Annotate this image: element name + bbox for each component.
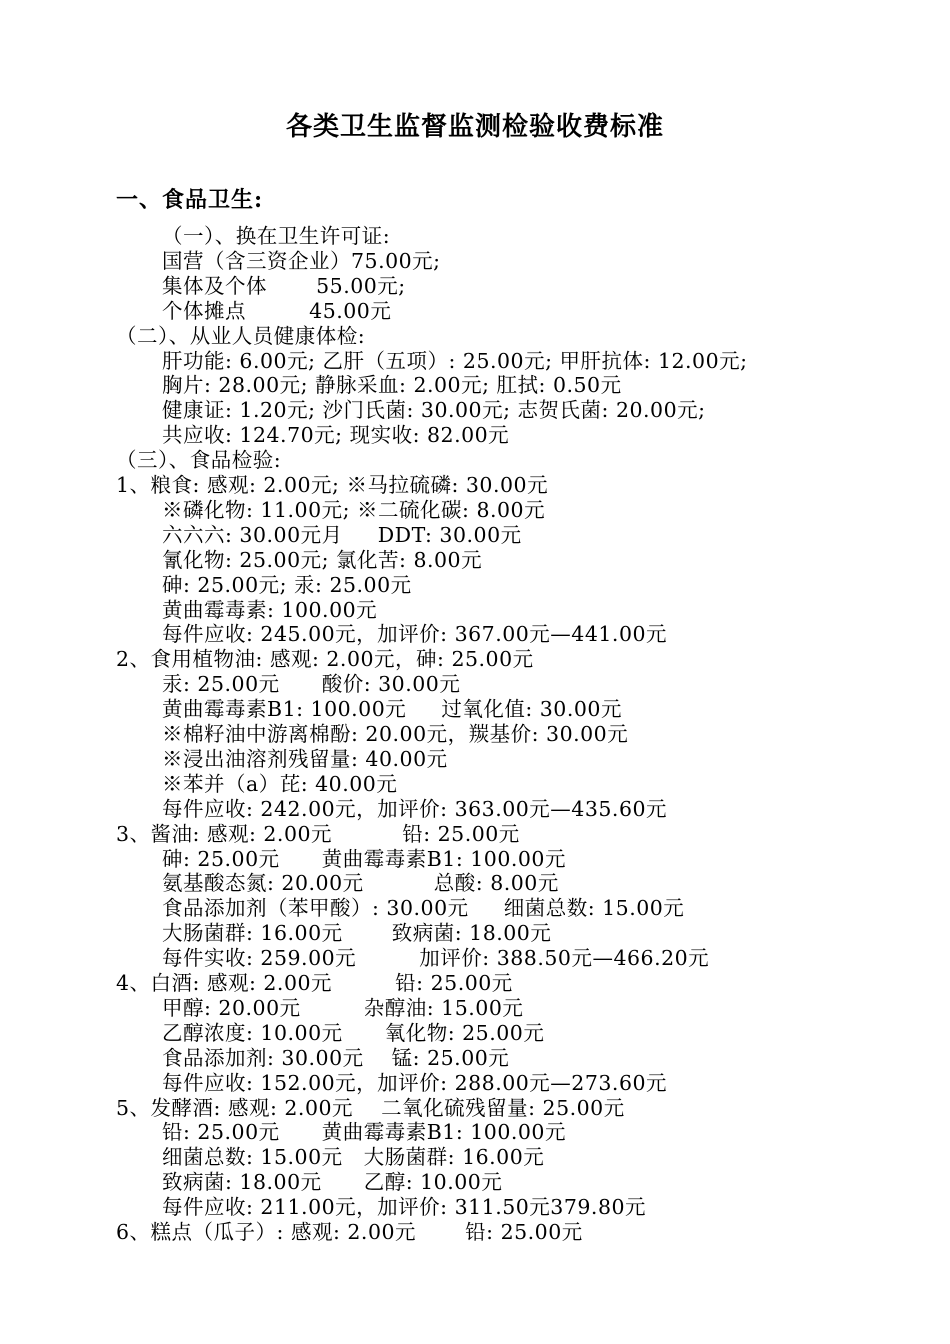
fee-line: 每件应收: 242.00元，加评价: 363.00元—435.60元 <box>162 796 668 821</box>
fee-line: 乙醇浓度: 10.00元 氧化物: 25.00元 <box>162 1020 545 1045</box>
fee-line: 个体摊点 45.00元 <box>162 298 392 323</box>
fee-line: 细菌总数: 15.00元 大肠菌群: 16.00元 <box>162 1145 545 1170</box>
fee-line: 3、酱油: 感观: 2.00元 铅: 25.00元 <box>116 821 520 846</box>
fee-line: 大肠菌群: 16.00元 致病菌: 18.00元 <box>162 921 552 946</box>
fee-line: 甲醇: 20.00元 杂醇油: 15.00元 <box>162 995 524 1020</box>
fee-line: 国营（含三资企业）75.00元; <box>162 248 441 273</box>
fee-line: 5、发酵酒: 感观: 2.00元 二氧化硫残留量: 25.00元 <box>116 1095 625 1120</box>
fee-line: ※苯并（a）芘: 40.00元 <box>162 771 398 796</box>
fee-line: 每件实收: 259.00元 加评价: 388.50元—466.20元 <box>162 946 710 971</box>
fee-line: 黄曲霉毒素: 100.00元 <box>162 597 378 622</box>
fee-line: 食品添加剂: 30.00元 锰: 25.00元 <box>162 1045 510 1070</box>
fee-line: （二）、从业人员健康体检: <box>116 323 366 348</box>
fee-line: 氨基酸态氮: 20.00元 总酸: 8.00元 <box>162 871 559 896</box>
fee-line: 致病菌: 18.00元 乙醇: 10.00元 <box>162 1170 503 1195</box>
fee-line: 胸片: 28.00元; 静脉采血: 2.00元; 肛拭: 0.50元 <box>162 373 622 398</box>
section-heading-food-hygiene: 一、食品卫生: <box>116 187 264 213</box>
fee-line: ※棉籽油中游离棉酚: 20.00元，羰基价: 30.00元 <box>162 722 629 746</box>
fee-line: 六六六: 30.00元月 DDT: 30.00元 <box>162 522 522 547</box>
fee-line: 汞: 25.00元 酸价: 30.00元 <box>162 672 461 697</box>
fee-line: 4、白酒: 感观: 2.00元 铅: 25.00元 <box>116 971 513 995</box>
fee-line: 每件应收: 152.00元，加评价: 288.00元—273.60元 <box>162 1070 668 1095</box>
fee-line: 每件应收: 245.00元，加评价: 367.00元—441.00元 <box>162 622 668 647</box>
fee-line: 砷: 25.00元 黄曲霉毒素B1: 100.00元 <box>162 846 566 871</box>
fee-line: 黄曲霉毒素B1: 100.00元 过氧化值: 30.00元 <box>162 697 622 722</box>
fee-line: ※浸出油溶剂残留量: 40.00元 <box>162 746 448 771</box>
fee-line: 2、食用植物油: 感观: 2.00元，砷: 25.00元 <box>116 647 534 672</box>
fee-line: 肝功能: 6.00元; 乙肝（五项）: 25.00元; 甲肝抗体: 12.00元; <box>162 348 748 373</box>
fee-line: ※磷化物: 11.00元; ※二硫化碳: 8.00元 <box>162 497 546 522</box>
document-title: 各类卫生监督监测检验收费标准 <box>285 112 664 142</box>
fee-line: 集体及个体 55.00元; <box>162 273 406 298</box>
fee-line: 每件应收: 211.00元，加评价: 311.50元379.80元 <box>162 1195 647 1220</box>
fee-line: （三）、食品检验: <box>116 448 282 473</box>
fee-line: 氰化物: 25.00元; 氯化苦: 8.00元 <box>162 547 483 572</box>
fee-line: （一）、换在卫生许可证: <box>162 224 391 248</box>
fee-line: 食品添加剂（苯甲酸）: 30.00元 细菌总数: 15.00元 <box>162 896 685 921</box>
fee-line: 1、粮食: 感观: 2.00元; ※马拉硫磷: 30.00元 <box>116 473 549 497</box>
fee-line: 6、糕点（瓜子）: 感观: 2.00元 铅: 25.00元 <box>116 1220 583 1244</box>
fee-line: 铅: 25.00元 黄曲霉毒素B1: 100.00元 <box>162 1120 566 1145</box>
fee-line: 健康证: 1.20元; 沙门氏菌: 30.00元; 志贺氏菌: 20.00元; <box>162 398 706 423</box>
fee-line: 共应收: 124.70元; 现实收: 82.00元 <box>162 423 510 448</box>
fee-line: 砷: 25.00元; 汞: 25.00元 <box>162 572 412 597</box>
